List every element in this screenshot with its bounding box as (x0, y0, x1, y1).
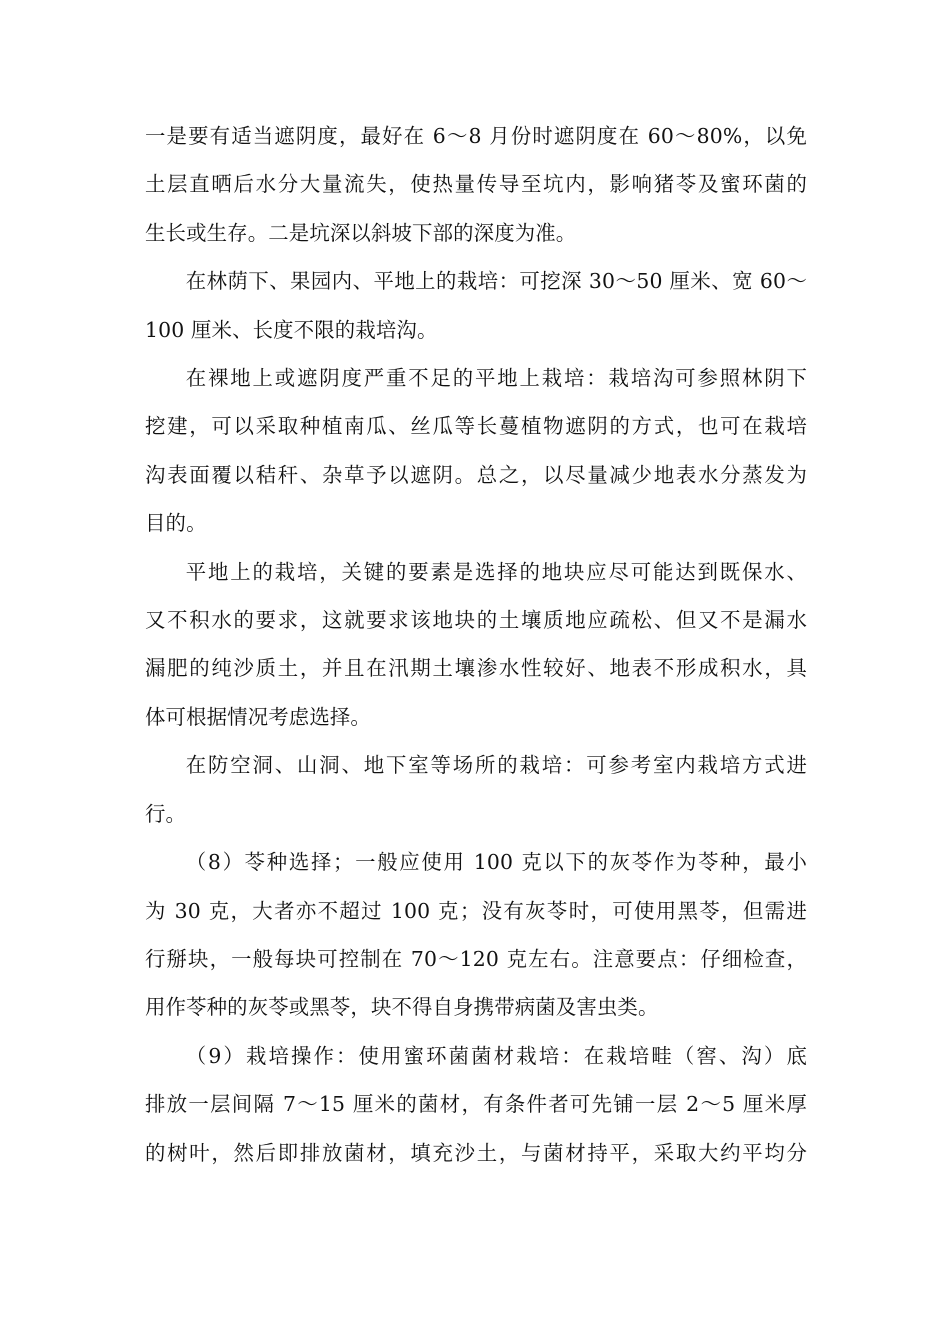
text-line: 平地上的栽培，关键的要素是选择的地块应尽可能达到既保水、 (185, 559, 807, 584)
text-line: 用作苓种的灰苓或黑苓，块不得自身携带病菌及害虫类。 (145, 995, 659, 1020)
text-line: （9）栽培操作：使用蜜环菌菌材栽培：在栽培畦（窖、沟）底 (185, 1043, 807, 1068)
text-line: （8）苓种选择；一般应使用 100 克以下的灰苓作为苓种，最小 (185, 850, 807, 875)
text-line: 在林荫下、果园内、平地上的栽培：可挖深 30～50 厘米、宽 60～ (185, 269, 807, 294)
paragraph (145, 741, 807, 838)
text-line: 在防空洞、山洞、地下室等场所的栽培：可参考室内栽培方式进 (185, 753, 807, 778)
text-line: 漏肥的纯沙质土，并且在汛期土壤渗水性较好、地表不形成积水，具 (145, 656, 807, 681)
text-line: 在裸地上或遮阴度严重不足的平地上栽培：栽培沟可参照林阴下 (185, 366, 807, 391)
text-line: 100 厘米、长度不限的栽培沟。 (145, 317, 438, 342)
text-line: 行掰块，一般每块可控制在 70～120 克左右。注意要点：仔细检查， (145, 946, 807, 971)
text-line: 沟表面覆以秸秆、杂草予以遮阴。总之，以尽量减少地表水分蒸发为 (145, 462, 807, 487)
text-line: 目的。 (145, 511, 207, 536)
paragraph (145, 838, 807, 1032)
paragraph (145, 257, 807, 354)
document-body (145, 112, 807, 1177)
text-line: 土层直晒后水分大量流失，使热量传导至坑内，影响猪苓及蜜环菌的 (145, 172, 807, 197)
text-line: 挖建，可以采取种植南瓜、丝瓜等长蔓植物遮阴的方式，也可在栽培 (145, 414, 807, 439)
text-line: 行。 (145, 801, 187, 826)
text-line: 又不积水的要求，这就要求该地块的土壤质地应疏松、但又不是漏水 (145, 608, 807, 633)
paragraph (145, 354, 807, 548)
paragraph (145, 1032, 807, 1177)
text-line: 体可根据情况考虑选择。 (145, 704, 371, 729)
text-line: 一是要有适当遮阴度，最好在 6～8 月份时遮阴度在 60～80%，以免 (145, 124, 807, 148)
text-line: 为 30 克，大者亦不超过 100 克；没有灰苓时，可使用黑苓，但需进 (145, 898, 807, 923)
text-line: 生长或生存。二是坑深以斜坡下部的深度为准。 (145, 220, 577, 245)
text-line: 排放一层间隔 7～15 厘米的菌材，有条件者可先铺一层 2～5 厘米厚 (145, 1092, 807, 1117)
paragraph (145, 548, 807, 742)
text-line: 的树叶，然后即排放菌材，填充沙土，与菌材持平，采取大约平均分 (145, 1140, 807, 1165)
paragraph (145, 112, 807, 257)
